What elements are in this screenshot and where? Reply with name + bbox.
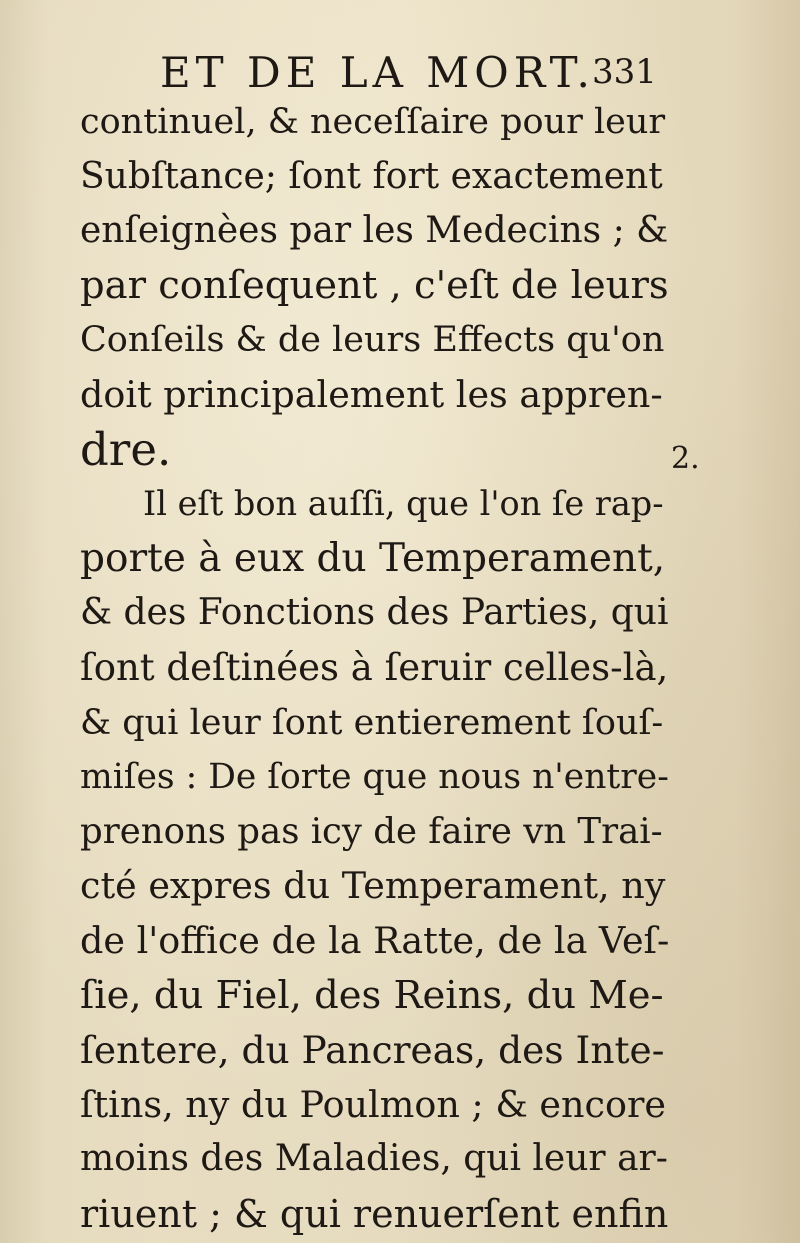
text-line: dre. [80,422,172,476]
page-number: 331 [592,52,657,92]
body-text [80,95,670,1241]
text-line: de l'office de la Ratte, de la Veſ- [80,918,670,962]
text-line: miſes : De ſorte que nous n'entre- [80,757,669,798]
text-line: Subſtance; ſont fort exactement [80,155,663,197]
running-head-title: ET DE LA MORT. [160,48,595,97]
text-line: ſie, du Fiel, des Reins, du Me- [80,972,664,1018]
paragraph-start-line: Il eſt bon auſſi, que l'on ſe rap- [143,484,664,524]
text-line: ſont deſtinées à ſeruir celles-là, [80,645,669,689]
text-line: prenons pas icy de faire vn Trai- [80,810,663,852]
text-line: moins des Maladies, qui leur ar- [80,1138,668,1180]
text-line: Conſeils & de leurs Effects qu'on [80,320,665,361]
running-head [0,48,800,98]
text-line: riuent ; & qui renuerſent enfin [80,1191,669,1236]
margin-note-number: 2. [671,441,700,476]
text-line: ſentere, du Pancreas, des Inte- [80,1028,665,1073]
text-line: cté expres du Temperament, ny [80,864,666,908]
text-line: ſtins, ny du Poulmon ; & encore [80,1082,666,1126]
text-line: par conſequent , c'eſt de leurs [80,262,669,308]
text-line: doit principalement les appren- [80,372,663,416]
text-line: continuel, & neceſſaire pour leur [80,102,666,142]
text-line: porte à eux du Temperament, [80,535,666,581]
text-line: enſeignèes par les Medecins ; & [80,210,669,252]
text-line: & des Fonctions des Parties, qui [80,592,669,634]
text-line: & qui leur ſont entierement ſouſ- [80,702,664,743]
